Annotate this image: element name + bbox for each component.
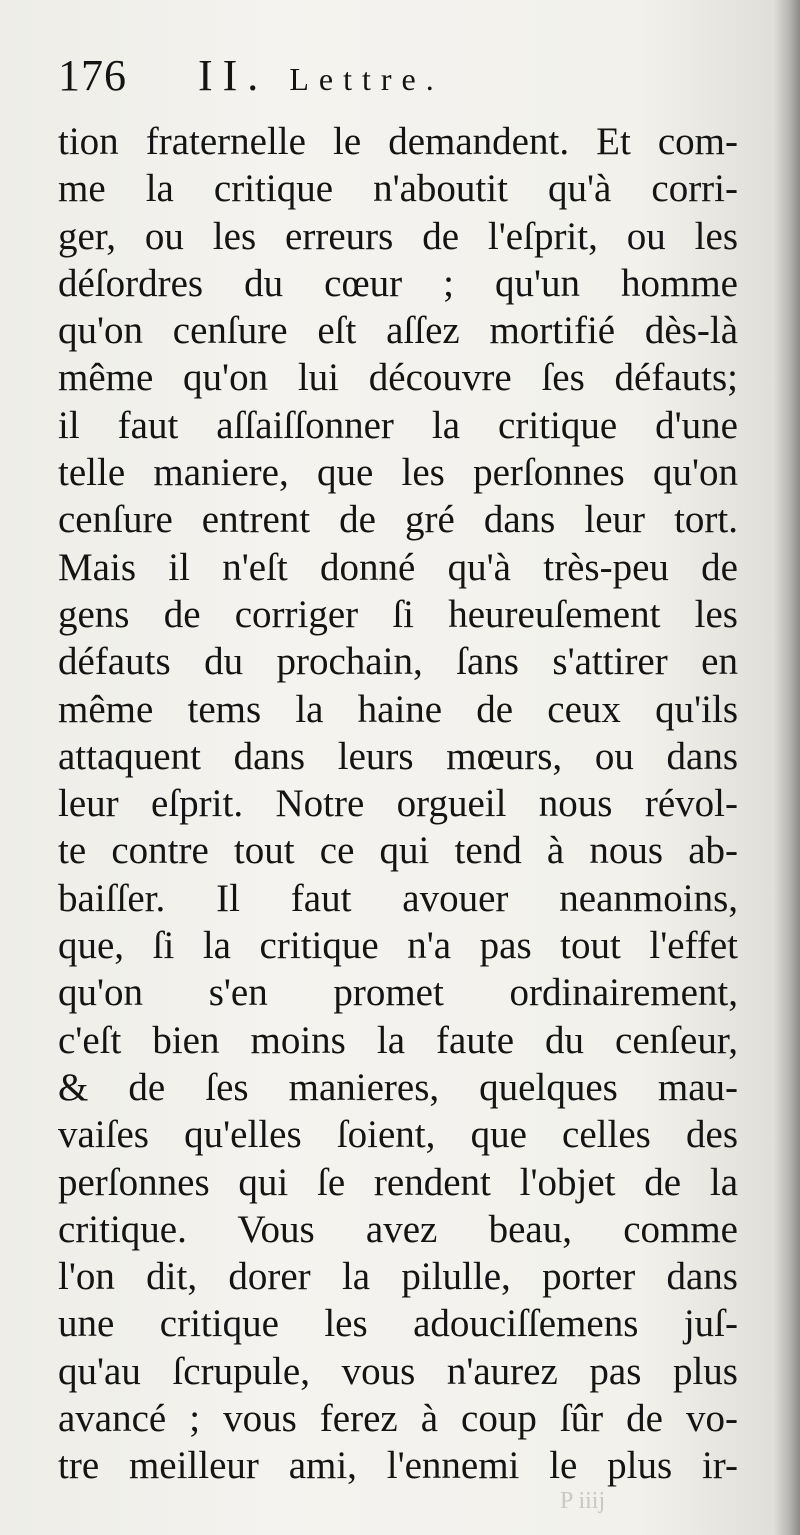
text-line: critique. Vous avez beau, comme	[58, 1207, 738, 1251]
text-line: attaquent dans leurs mœurs, ou dans	[58, 734, 738, 778]
running-title	[198, 46, 444, 109]
text-line: leur eſprit. Notre orgueil nous révol-	[58, 782, 738, 826]
text-line: c'eſt bien moins la faute du cenſeur,	[58, 1018, 738, 1062]
page-gutter-shadow	[774, 0, 800, 1535]
text-line: tion fraternelle le demandent. Et com-	[58, 120, 738, 163]
text-line: défauts du prochain, ſans s'attirer en	[58, 640, 738, 684]
text-line: avancé ; vous ferez à coup ſûr de vo-	[58, 1397, 738, 1441]
text-line: tre meilleur ami, l'ennemi le plus ir-	[58, 1444, 738, 1488]
text-line: & de ſes manieres, quelques mau-	[58, 1065, 738, 1109]
running-title-word: Lettre.	[289, 61, 444, 97]
text-line: me la critique n'aboutit qu'à corri-	[58, 167, 738, 211]
signature-mark: P iiij	[560, 1488, 606, 1514]
text-line: perſonnes qui ſe rendent l'objet de la	[58, 1160, 738, 1204]
text-line: l'on dit, dorer la pilulle, porter dans	[58, 1255, 738, 1299]
text-line: ger, ou les erreurs de l'eſprit, ou les	[58, 214, 738, 258]
text-line: il faut aſſaiſſonner la critique d'une	[58, 403, 738, 447]
page-number: 176	[58, 51, 127, 100]
text-line: Mais il n'eſt donné qu'à très-peu de	[58, 545, 738, 589]
text-line: même tems la haine de ceux qu'ils	[58, 687, 738, 731]
text-line: qu'on s'en promet ordinairement,	[58, 971, 738, 1015]
text-line: qu'au ſcrupule, vous n'aurez pas plus	[58, 1349, 738, 1393]
text-line: telle maniere, que les perſonnes qu'on	[58, 451, 738, 495]
text-line: même qu'on lui découvre ſes défauts;	[58, 356, 738, 400]
text-line: une critique les adouciſſemens juſ-	[58, 1302, 738, 1346]
running-header	[58, 46, 738, 106]
text-line: baiſſer. Il faut avouer neanmoins,	[58, 876, 738, 920]
text-line: gens de corriger ſi heureuſement les	[58, 592, 738, 636]
body-text	[58, 118, 738, 1490]
text-line: cenſure entrent de gré dans leur tort.	[58, 498, 738, 542]
text-line: vaiſes qu'elles ſoient, que celles des	[58, 1113, 738, 1157]
running-title-roman: II.	[198, 51, 269, 100]
text-line: déſordres du cœur ; qu'un homme	[58, 261, 738, 305]
text-line: qu'on cenſure eſt aſſez mortifié dès-là	[58, 309, 738, 353]
text-line: te contre tout ce qui tend à nous ab-	[58, 829, 738, 873]
text-line: que, ſi la critique n'a pas tout l'effet	[58, 924, 738, 968]
